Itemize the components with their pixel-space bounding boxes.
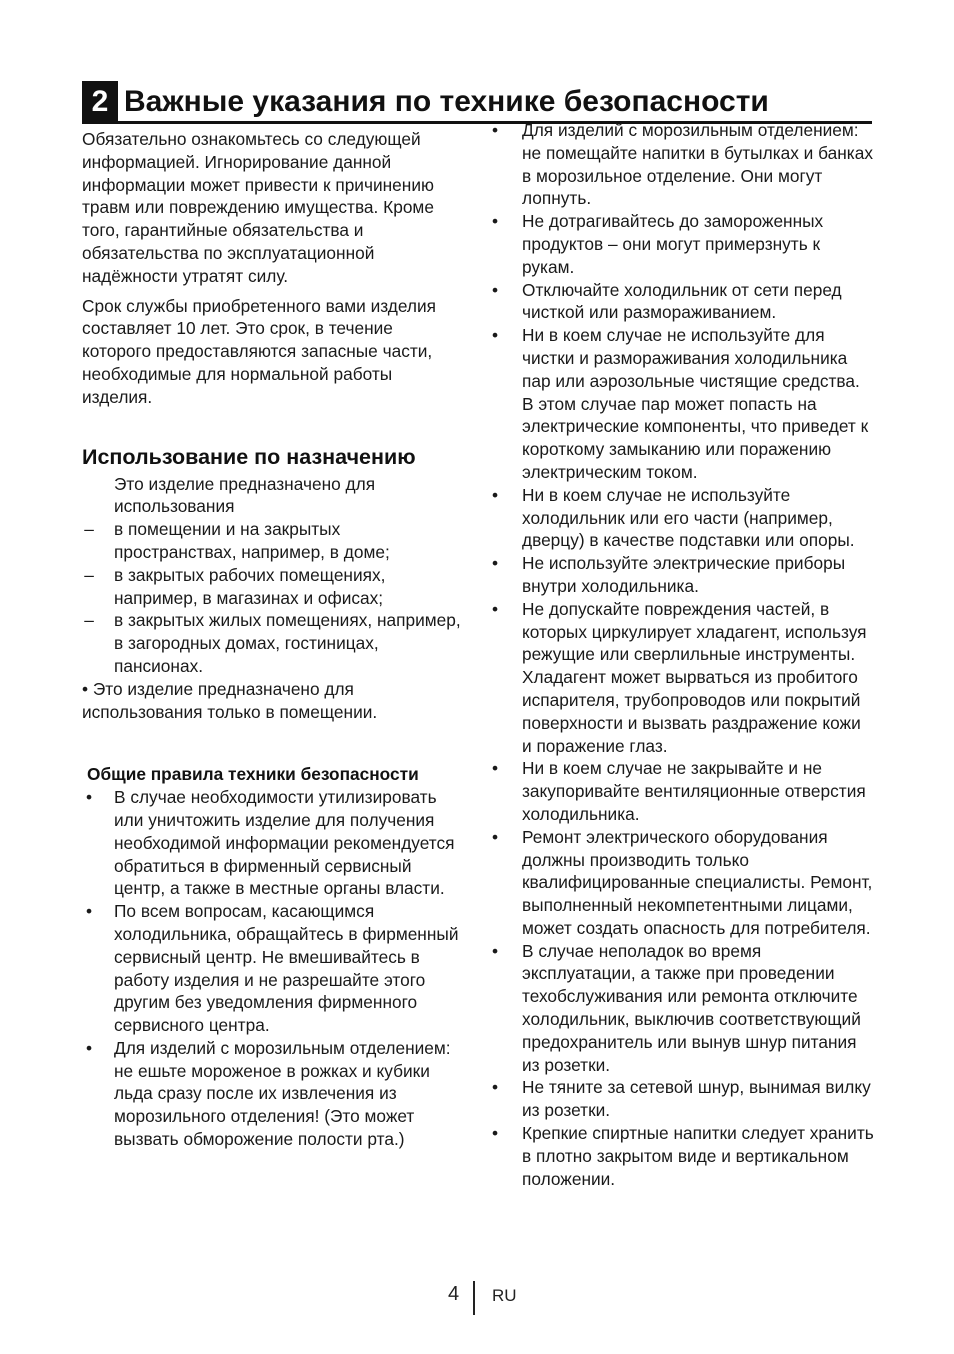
page-footer <box>0 1281 954 1315</box>
chapter-heading <box>82 81 872 124</box>
general-rules-list-left <box>82 786 462 1151</box>
chapter-title: Важные указания по технике безопасности <box>124 85 769 118</box>
intended-use-lead: Это изделие предназначено для использования <box>114 473 376 517</box>
bullet-marker: • <box>491 484 499 505</box>
list-item <box>490 119 875 210</box>
dash-marker: – <box>84 564 94 585</box>
bullet-marker: • <box>491 120 499 140</box>
general-rules-heading: Общие правила техники безопасности <box>87 764 419 785</box>
list-item-text: В случае неполадок во время эксплуатации, а также при проведении техобслуживания или ремонта отключите холодильник, выключив соответствующий предохранитель или вынув шнур питания из розетки. <box>522 940 861 1075</box>
list-item-text: Ни в коем случае не закрывайте и не закупоривайте вентиляционные отверстия холодильника. <box>522 758 866 824</box>
bullet-marker: • <box>491 1123 499 1144</box>
list-item-text: Крепкие спиртные напитки следует хранить в плотно закрытом виде и вертикальном положении. <box>522 1123 874 1189</box>
list-item-text: Не тяните за сетевой шнур, вынимая вилку из розетки. <box>522 1077 871 1121</box>
bullet-marker: • <box>85 901 93 922</box>
list-item-text: Не используйте электрические приборы внутри холодильника. <box>522 553 846 596</box>
bullet-marker: • <box>491 325 499 346</box>
list-item-text: Ни в коем случае не используйте для чистки и размораживания холодильника пар или аэрозольные чистящие средства. В этом случае пар может попасть на электрические компоненты, что приведет к короткому замыканию или поражению электрическим током. <box>522 325 869 482</box>
bullet-marker: • <box>491 1077 499 1098</box>
list-item <box>490 552 875 598</box>
bullet-marker: • <box>491 279 499 300</box>
list-item <box>82 786 462 900</box>
list-item <box>82 518 462 564</box>
list-item-text: Отключайте холодильник от сети перед чисткой или размораживанием. <box>522 279 842 323</box>
bullet-marker: • <box>491 826 499 847</box>
language-code: RU <box>492 1286 517 1305</box>
list-item-text: Не дотрагивайтесь до замороженных продуктов – они могут примерзнуть к рукам. <box>522 211 824 277</box>
list-item <box>82 900 462 1037</box>
intro-paragraph-1: Обязательно ознакомьтесь со следующей информацией. Игнорирование данной информации может привести к причинению травм или повреждению имущества. Кроме того, гарантийные обязательства и обязательства по эксплуатационной надёжности утратят силу. <box>82 129 434 286</box>
list-item-text: в закрытых рабочих помещениях, например, в магазинах и офисах; <box>114 564 386 608</box>
list-item-text: Не допускайте повреждения частей, в которых циркулирует хладагент, используя режущие или сверлильные инструменты. Хладагент может вырваться из пробитого испарителя, трубопроводов или покрытий поверхности и вызвать раздражение кожи и поражение глаз. <box>522 598 867 756</box>
intended-use-list <box>82 518 462 678</box>
list-item-text: Для изделий с морозильным отделением: не ешьте мороженое в рожках и кубики льда сразу после их извлечения из морозильного отделения! (Это может вызвать обморожение полости рта.) <box>114 1037 451 1150</box>
list-item-text: в помещении и на закрытых пространствах, например, в доме; <box>114 519 390 562</box>
list-item <box>82 609 462 677</box>
list-item <box>82 564 462 610</box>
left-column <box>82 128 462 1151</box>
list-item-text: Ни в коем случае не используйте холодильник или его части (например, дверцу) в качестве подставки или опоры. <box>522 484 855 551</box>
list-item <box>490 324 875 484</box>
list-item <box>490 940 875 1077</box>
list-item-text: Ремонт электрического оборудования должны производить только квалифицированные специалисты. Ремонт, выполненный некомпетентными лицами, может создать опасность для потребителя. <box>522 826 873 938</box>
list-item-text: Для изделий с морозильным отделением: не помещайте напитки в бутылках и банках в морозильное отделение. Они могут лопнуть. <box>522 120 873 209</box>
intended-use-note: • Это изделие предназначено для использования только в помещении. <box>82 678 378 722</box>
list-item <box>490 210 875 278</box>
bullet-marker: • <box>491 758 499 779</box>
dash-marker: – <box>84 519 94 540</box>
list-item <box>490 598 875 758</box>
bullet-marker: • <box>491 553 499 574</box>
list-item <box>490 484 875 552</box>
intended-use-heading: Использование по назначению <box>82 444 416 469</box>
right-column <box>490 119 875 1190</box>
list-item <box>82 1037 462 1151</box>
bullet-marker: • <box>85 1037 93 1058</box>
bullet-marker: • <box>491 211 499 232</box>
bullet-marker: • <box>85 787 93 808</box>
footer-divider <box>473 1281 475 1315</box>
page-number: 4 <box>448 1283 460 1305</box>
intro-paragraph-2: Срок службы приобретенного вами изделия составляет 10 лет. Это срок, в течение которого предоставляются запасные части, необходимые для нормальной работы изделия. <box>82 295 436 407</box>
list-item-text: В случае необходимости утилизировать или уничтожить изделие для получения необходимой информации рекомендуется обратиться в фирменный сервисный центр, а также в местные органы власти. <box>114 787 455 899</box>
list-item <box>490 757 875 825</box>
list-item-text: По всем вопросам, касающимся холодильника, обращайтесь в фирменный сервисный центр. Не вмешивайтесь в работу изделия и не разрешайте этого другим без уведомления фирменного сервисного центра. <box>114 901 459 1036</box>
general-rules-list-right <box>490 119 875 1190</box>
list-item <box>490 1076 875 1122</box>
list-item-text: в закрытых жилых помещениях, например, в загородных домах, гостиницах, пансионах. <box>114 610 461 676</box>
list-item <box>490 1122 875 1190</box>
bullet-marker: • <box>491 940 499 961</box>
list-item <box>490 279 875 325</box>
chapter-number: 2 <box>82 81 118 122</box>
list-item <box>490 826 875 940</box>
bullet-marker: • <box>491 598 499 619</box>
dash-marker: – <box>84 610 94 631</box>
